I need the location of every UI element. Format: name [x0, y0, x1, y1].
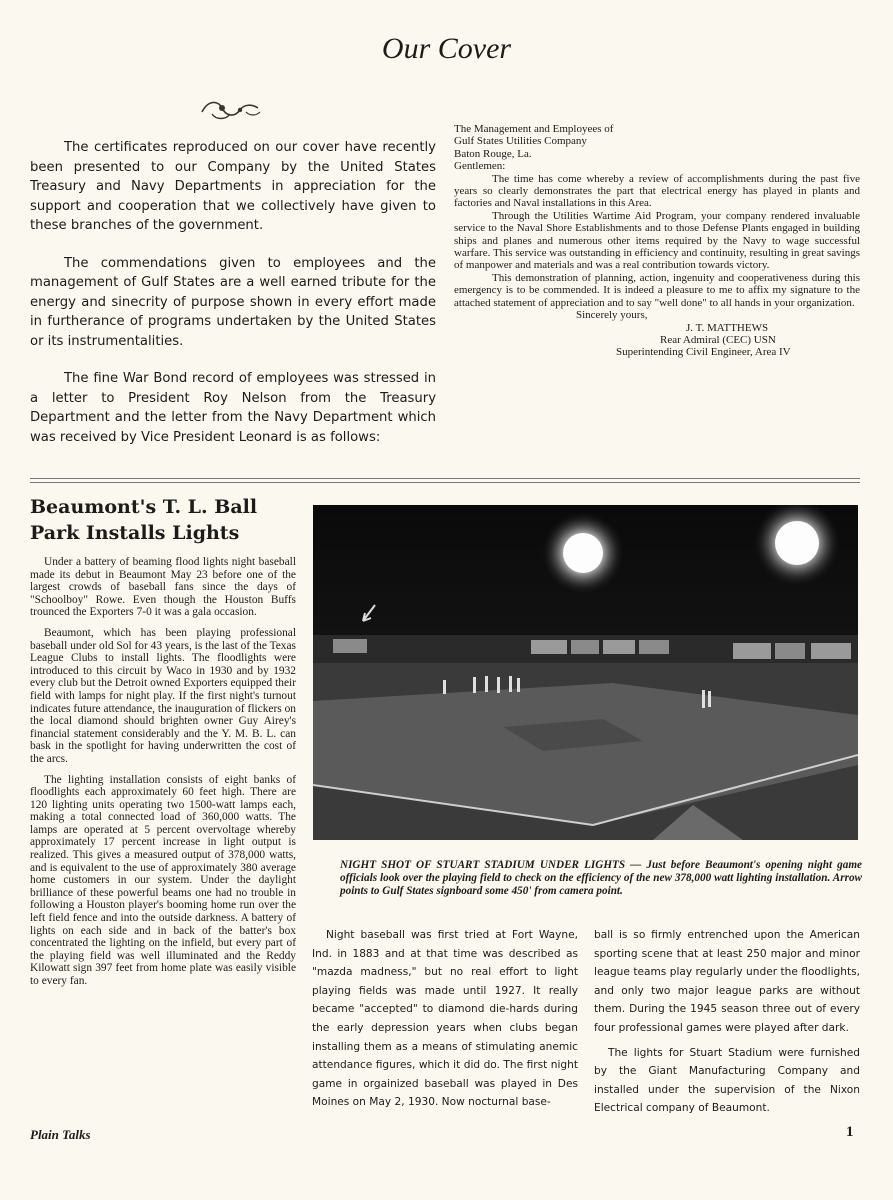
article-paragraph: Night baseball was first tried at Fort Wayne, Ind. in 1883 and at that time was described as "mazda madness," but no real effort to light playing fields was made until 1927. It really became "accepted" to diamond die-hards during the early depression years when clubs began installing them as a means of stimulating anemic attendance figures, which it did do. The first night game in orgainized baseball was played in Des Moines on May 2, 1930. Now nocturnal base- [312, 929, 578, 1109]
photo-caption: NIGHT SHOT OF STUART STADIUM UNDER LIGHTS — Just before Beaumont's opening night game officials look over the playing field to check on the efficiency of the new 378,000 watt lighting installation. Arrow points to Gulf States signboard some 450' from camera point. [340, 859, 862, 897]
letter-address-line: Gulf States Utilities Company [454, 135, 587, 148]
letter-paragraph: This demonstration of planning, action, ingenuity and cooperativeness during this emergency is to be commended. It is indeed a pleasure to me to affix my signature to the attached statement of appreciation and to say "well done" to all hands in your organization. [454, 271, 860, 309]
letter-address-line: Baton Rouge, La. [454, 147, 532, 160]
navy-letter [454, 123, 860, 359]
article-headline [30, 494, 300, 546]
letter-address-line: The Management and Employees of [454, 123, 614, 135]
headline-line: Beaumont's T. L. Ball [30, 496, 258, 518]
article-paragraph: Beaumont, which has been playing professional baseball under old Sol for 43 years, is the last of the Texas League Clubs to install lights. The floodlights were introduced to this circuit by Waco in 1930 and by 1932 every club but the Detroit owned Exporters equipped their field with lamps for night play. If the first night's turnout indicates future attendance, the inauguration of flickers on the local diamond should brighten owner Guy Airey's financial statement considerably and the Y. M. B. L. can bask in the spotlight for having underwritten the cost of the arcs. [30, 626, 296, 765]
article-paragraph: Under a battery of beaming flood lights night baseball made its debut in Beaumont May 23 before one of the largest crowds of baseball fans since the days of "Schoolboy" Rowe. Even though the Houston Buffs trounced the Exporters 7-0 it was a gala occasion. [30, 556, 296, 619]
letter-closing: Sincerely yours, [576, 309, 648, 322]
section-divider [30, 478, 860, 483]
intro-paragraph: The fine War Bond record of employees was stressed in a letter to President Roy Nelson from the Treasury Department and the letter from the Navy Department which was received by Vice President Leonard is as follows: [30, 371, 436, 445]
ornament-flourish-icon [198, 96, 264, 122]
headline-line: Park Installs Lights [30, 522, 240, 544]
article-paragraph: The lighting installation consists of eight banks of floodlights each approximately 60 feet high. There are 120 lighting units operating two 1500-watt lamps each, making a total connected load of 360,000 watts. The lamps are operated at 5 percent overvoltage whereby approximately 17 percent increase in light output is realized. This gives a measured output of 378,000 watts, and is equivalent to the use of approximately 380 average home customers in our system. Under the daylight brilliance of these powerful beams one had no trouble in following a Houston player's booming home run over the left field fence and into the outside darkness. A battery of lights on each side and in back of the batter's box concentrated the lighting on the infield, but every part of the playing field was well illuminated and the Reddy Kilowatt sign 397 feet from home plate was easily visible to every fan. [30, 773, 296, 987]
letter-rank: Rear Admiral (CEC) USN [660, 333, 776, 346]
letter-position: Superintending Civil Engineer, Area IV [616, 346, 791, 359]
article-column-2 [312, 926, 578, 1118]
publication-name: Plain Talks [30, 1127, 91, 1142]
article-column-3 [594, 926, 860, 1124]
stadium-night-photo [313, 505, 858, 840]
intro-paragraph: The certificates reproduced on our cover have recently been presented to our Company by the United States Treasury and Navy Departments in appreciation for the support and cooperation that we collectively have given to these branches of the government. [30, 140, 436, 233]
letter-salutation: Gentlemen: [454, 160, 506, 173]
article-paragraph: ball is so firmly entrenched upon the American sporting scene that at least 250 major and minor league teams play regularly under the floodlights, and only two major league parks are without them. During the 1945 season three out of every four professional games were played after dark. [594, 929, 860, 1034]
letter-paragraph: Through the Utilities Wartime Aid Program, your company rendered invaluable service to the Naval Shore Establishments and to those Defense Plants engaged in building ships and planes and numerous other items required by the Navy to wage successful warfare. This service was outstanding in efficiency and continuity, resulting in great savings of manpower and materials and was a real contribution towards victory. [454, 209, 860, 272]
article-paragraph: The lights for Stuart Stadium were furnished by the Giant Manufacturing Company and installed under the supervision of the Nixon Electrical company of Beaumont. [594, 1046, 860, 1115]
page-number: 1 [846, 1124, 854, 1140]
letter-signer: J. T. MATTHEWS [686, 321, 769, 334]
intro-text [30, 138, 436, 465]
page-title: Our Cover [381, 32, 512, 65]
letter-paragraph: The time has come whereby a review of accomplishments during the past five years so clearly demonstrates the part that electrical energy has played in plants and factories and Naval installations in this Area. [454, 172, 860, 210]
intro-paragraph: The commendations given to employees and the management of Gulf States are a well earned tribute for the energy and sinecrity of purpose shown in every effort made in furtherance of programs undertaken by the United States or its instrumentalities. [30, 255, 436, 349]
article-column-1 [30, 556, 296, 996]
